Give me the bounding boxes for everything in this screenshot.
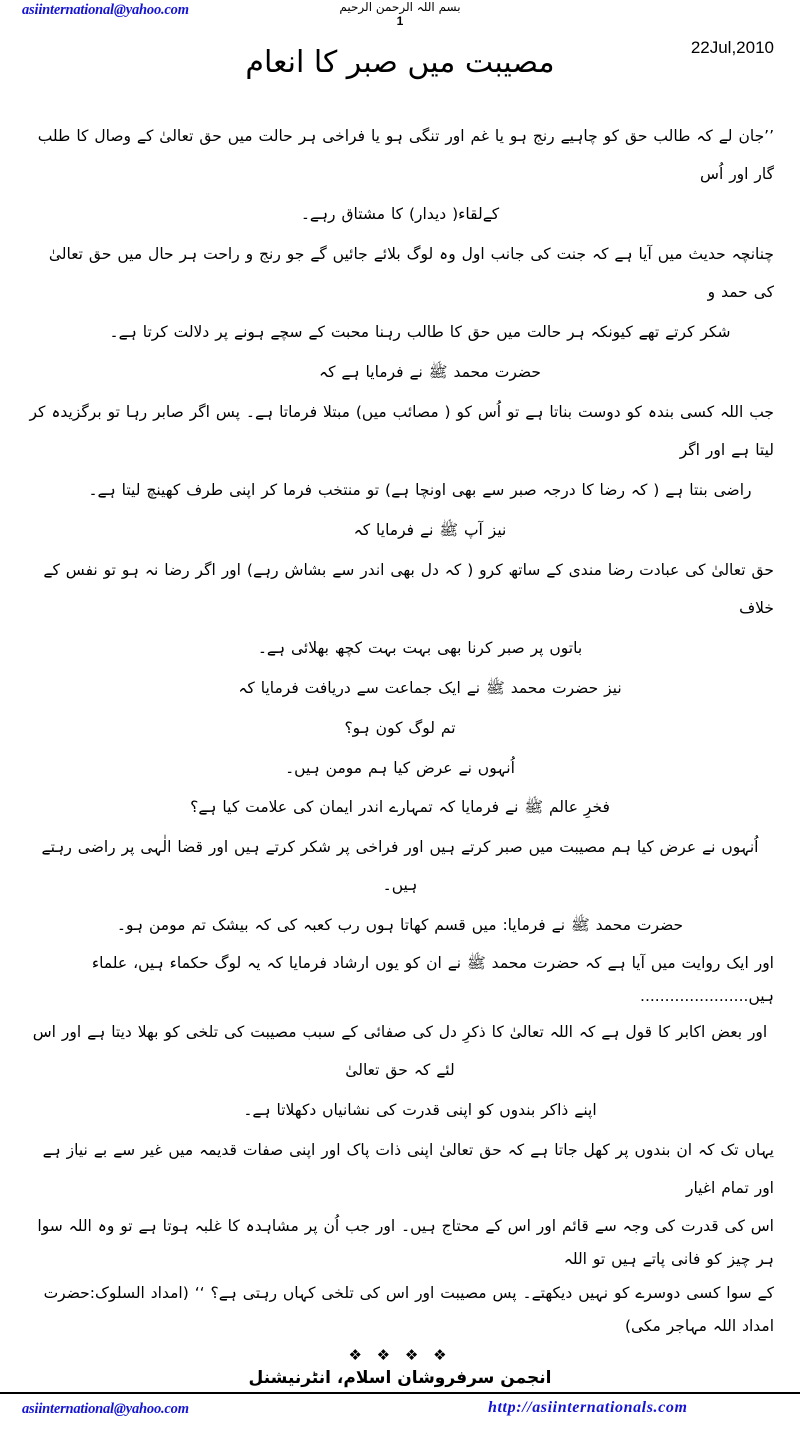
saying-line-1: اور بعض اکابر کا قول ہے کہ اللہ تعالیٰ کا ذکرِ دل کی صفائی کے سبب مصیبت کی تلخی کو بھلا دیتا ہے اور اس لئے کہ حق تعالیٰ: [32, 1023, 768, 1080]
hadith-2-intro: نیز آپ ﷺ نے فرمایا کہ: [353, 520, 507, 539]
paragraph-2-line-1: چنانچہ حدیث میں آیا ہے کہ جنت کی جانب اول وہ لوگ بلائے جائیں گے جو رنج و راحت ہر حال میں حق تعالیٰ کی حمد و: [48, 244, 774, 301]
page-number: 1: [396, 14, 404, 28]
closing-line-1: یہاں تک کہ ان بندوں پر کھل جاتا ہے کہ حق تعالیٰ اپنی ذات پاک اور اپنی صفات قدیمہ میں غیر سے بے نیاز ہے اور تمام اغیار: [42, 1141, 774, 1198]
hadith-2-line-1: حق تعالیٰ کی عبادت رضا مندی کے ساتھ کرو ( کہ دل بھی اندر سے بشاش رہے) اور اگر رضا نہ ہو تو نفس کے خلاف: [43, 560, 774, 617]
document-header: [0, 0, 800, 118]
page-title: مصیبت میں صبر کا انعام: [245, 45, 555, 80]
hadith-1-intro: حضرت محمد ﷺ نے فرمایا ہے کہ: [319, 362, 541, 381]
document-body: [0, 118, 800, 1342]
hadith-1-line-1: جب اللہ کسی بندہ کو دوست بناتا ہے تو اُس کو ( مصائب میں) مبتلا فرماتا ہے۔ پس اگر صابر رہا تو برگزیدہ کر لیتا ہے اور اگر: [29, 402, 774, 459]
closing-line-3-with-citation: کے سوا کسی دوسرے کو نہیں دیکھتے۔ پس مصیبت اور اس کی تلخی کہاں رہتی ہے؟ ‘‘ (امداد السلوک:حضرت امداد اللہ مہاجر مکی): [43, 1284, 774, 1335]
narration-line-1: [26, 947, 774, 1012]
narration-text: اور ایک روایت میں آیا ہے کہ حضرت محمد ﷺ نے ان کو یوں ارشاد فرمایا کہ یہ لوگ حکماء ہیں، علماء ہیں: [91, 954, 774, 1005]
dialogue-question-1: تم لوگ کون ہو؟: [344, 718, 456, 737]
paragraph-1-line-2: کےلقاء( دیدار) کا مشتاق رہے۔: [300, 204, 500, 223]
dialogue-answer-3: حضرت محمد ﷺ نے فرمایا: میں قسم کھاتا ہوں رب کعبہ کی کہ بیشک تم مومن ہو۔: [116, 916, 684, 935]
hadith-1-line-2: راضی بنتا ہے ( کہ رضا کا درجہ صبر سے بھی اونچا ہے) تو منتخب فرما کر اپنی طرف کھینچ لیتا ہے۔: [88, 480, 752, 499]
organization-name: انجمن سرفروشان اسلام، انٹرنیشنل: [248, 1368, 552, 1389]
decorative-separator: ❖ ❖ ❖ ❖: [348, 1346, 452, 1365]
closing-line-2: اس کی قدرت کی وجہ سے قائم اور اس کے محتاج ہیں۔ اور جب اُن پر مشاہدہ کا غلبہ ہوتا ہے تو وہ اللہ سوا ہر چیز کو فانی پاتے ہیں تو اللہ: [37, 1217, 774, 1268]
footer-email-link[interactable]: asiinternational@yahoo.com: [22, 1401, 189, 1418]
footer-website-link[interactable]: http://asiinternationals.com: [488, 1399, 688, 1417]
hadith-2-line-2: باتوں پر صبر کرنا بھی بہت بہت کچھ بھلائی ہے۔: [257, 638, 583, 657]
ellipsis-dots: ......................: [640, 986, 749, 1005]
document-footer: [0, 1394, 800, 1430]
document-date: 22Jul,2010: [690, 38, 774, 57]
paragraph-1-line-1: ’’جان لے کہ طالب حق کو چاہیے رنج ہو یا غم اور تنگی ہو یا فراخی ہر حالت میں حق تعالیٰ کے وصال کا طلب گار اور اُس: [37, 127, 774, 183]
paragraph-2-line-2: شکر کرتے تھے کیونکہ ہر حالت میں حق کا طالب رہنا محبت کے سچے ہونے پر دلالت کرتا ہے۔: [109, 322, 731, 341]
dialogue-intro: نیز حضرت محمد ﷺ نے ایک جماعت سے دریافت فرمایا کہ: [238, 678, 622, 697]
dialogue-answer-2: اُنہوں نے عرض کیا ہم مصیبت میں صبر کرتے ہیں اور فراخی پر شکر کرتے ہیں اور قضا الٰہی پر راضی رہتے ہیں۔: [41, 838, 759, 895]
header-email-link[interactable]: asiinternational@yahoo.com: [22, 2, 189, 18]
dialogue-answer-1: اُنہوں نے عرض کیا ہم مومن ہیں۔: [285, 758, 515, 777]
saying-line-2: اپنے ذاکر بندوں کو اپنی قدرت کی نشانیاں دکھلاتا ہے۔: [243, 1101, 597, 1120]
dialogue-question-2: فخرِ عالم ﷺ نے فرمایا کہ تمہارے اندر ایمان کی علامت کیا ہے؟: [190, 798, 610, 817]
bismillah-text: بسم اللہ الرحمن الرحیم: [339, 0, 461, 14]
